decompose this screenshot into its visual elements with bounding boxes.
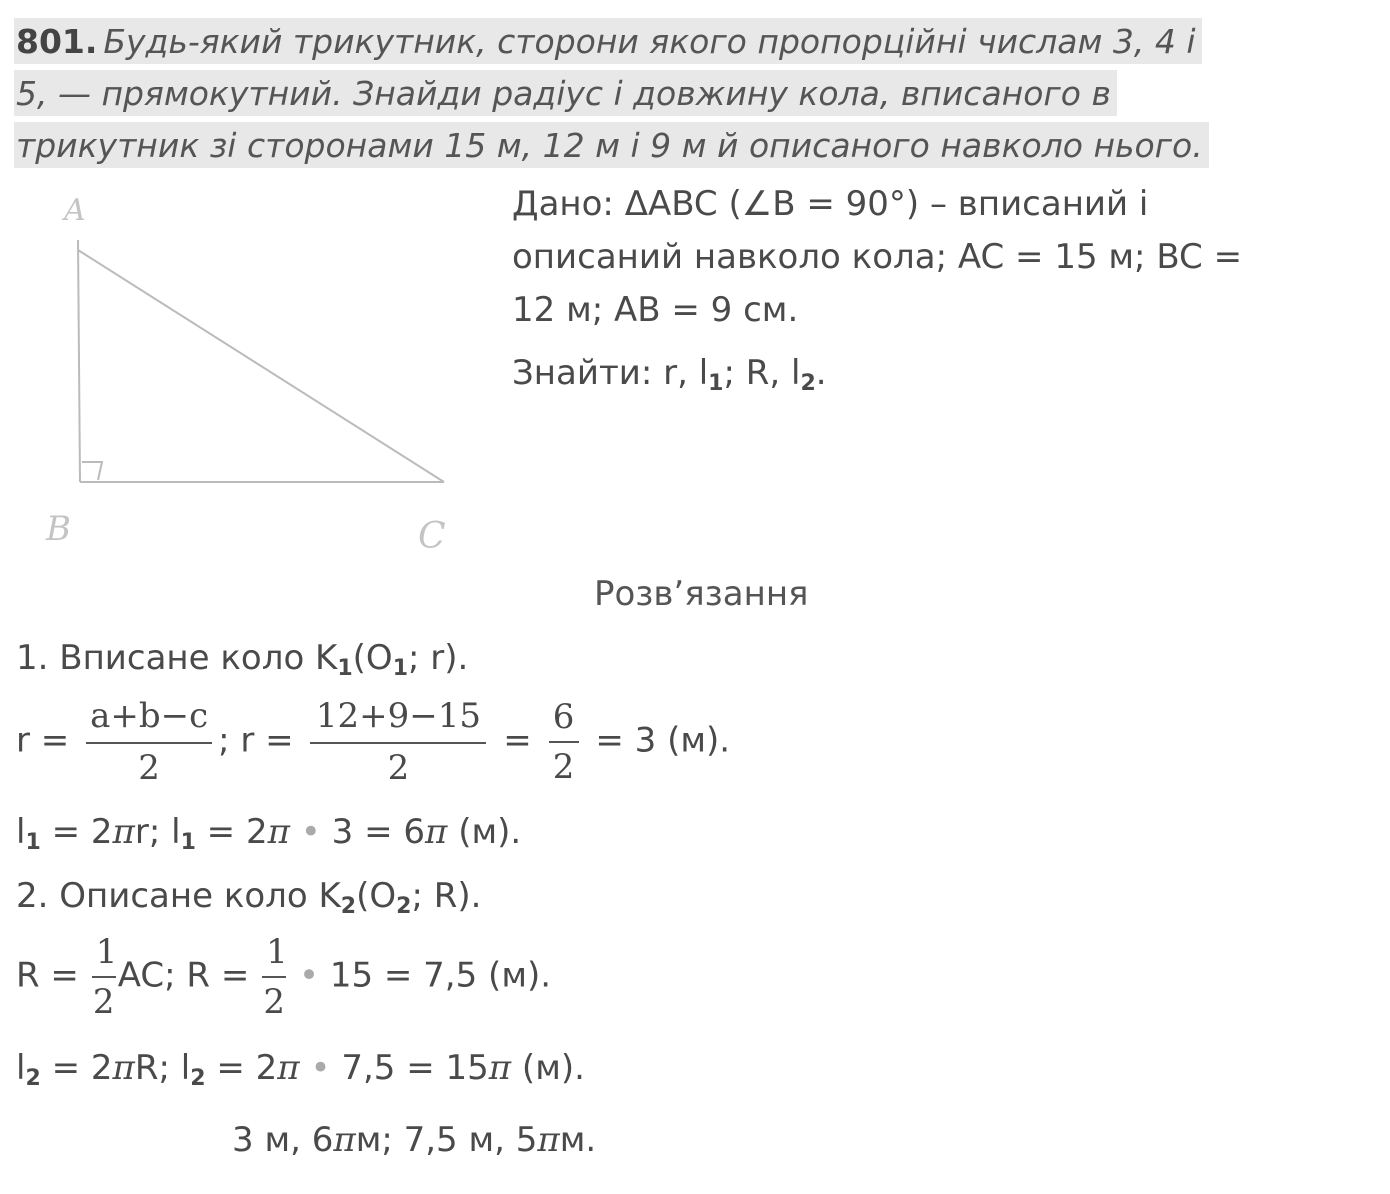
given-line-3: 12 м; AB = 9 см. xyxy=(512,290,799,330)
fraction: $\frac{12+9-15}{2}$ xyxy=(310,696,486,788)
r-formula: r = $\frac{a+b-c}{2}$ ; r = $\frac{12+9-15}{2}$ = $\frac{6}{2}$ = 3 (м). xyxy=(16,696,731,788)
vertex-c-label: C xyxy=(418,516,446,557)
step-1-heading: 1. Вписане коло $K_1(O_1$; r). xyxy=(16,638,469,681)
problem-line-1: 801. Будь-який трикутник, сторони якого пропорційні числам 3, 4 і xyxy=(14,18,1202,64)
side-ab xyxy=(78,240,80,482)
answer-line: 3 м, 6πм; 7,5 м, 5πм. xyxy=(232,1120,597,1160)
l1-line: $l_1 = 2\pi r$; $l_1 = 2\pi$ • 3 = 6π (м). xyxy=(16,812,522,855)
R-formula: R = $\frac{1}{2}$ AC; R = $\frac{1}{2}$ • 15 = 7,5 (м). xyxy=(16,932,552,1022)
right-angle-mark xyxy=(82,462,102,480)
triangle-figure xyxy=(30,180,470,560)
problem-line-2: 5, — прямокутний. Знайди радіус і довжину кола, вписаного в xyxy=(14,70,1117,116)
step-2-heading: 2. Описане коло $K_2(O_2$; R). xyxy=(16,876,482,919)
l2-line: $l_2 = 2\pi R$; $l_2 = 2\pi$ • 7,5 = 15π (м). xyxy=(16,1048,585,1091)
fraction: $\frac{a+b-c}{2}$ xyxy=(86,696,212,788)
given-line-1: Дано: ΔABC (∠B = 90°) – вписаний і xyxy=(512,184,1149,224)
given-block xyxy=(512,178,1242,410)
fraction: $\frac{1}{2}$ xyxy=(263,932,288,1022)
fraction: $\frac{1}{2}$ xyxy=(92,932,118,1022)
find-line: Знайти: r, $l_1$; R, $l_2$. xyxy=(512,353,827,396)
vertex-b-label: B xyxy=(46,509,71,549)
solution-title: Розв’язання xyxy=(594,574,809,614)
given-line-2: описаний навколо кола; AC = 15 м; BC = xyxy=(512,237,1243,277)
problem-number: 801. xyxy=(16,22,98,61)
problem-line-3: трикутник зі сторонами 15 м, 12 м і 9 м й описаного навколо нього. xyxy=(14,122,1209,168)
vertex-a-label: A xyxy=(64,193,86,228)
side-ac xyxy=(78,250,444,482)
fraction: $\frac{6}{2}$ xyxy=(549,697,579,787)
problem-statement xyxy=(14,18,1376,174)
